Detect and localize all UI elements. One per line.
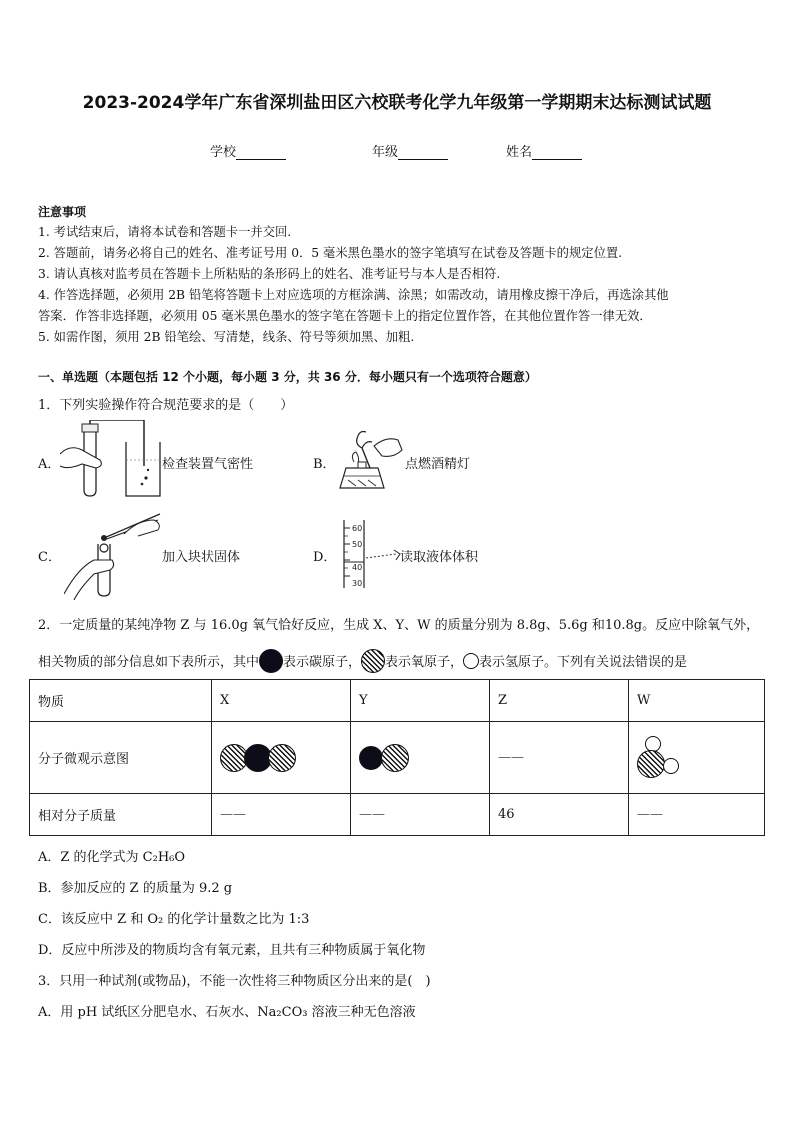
z-molecule-cell: —— [490, 722, 629, 794]
note-item: 1. 考试结束后，请将本试卷和答题卡一并交回. [38, 225, 292, 239]
option-a-letter: A． [38, 457, 61, 472]
carbon-atom-icon [259, 649, 283, 673]
solid-addition-image [64, 508, 164, 600]
option-d: D．反应中所涉及的物质均含有氧元素，且共有三种物质属于氧化物 [38, 943, 426, 958]
option-b-label: 点燃酒精灯 [405, 457, 471, 472]
table-row [30, 794, 765, 836]
hydrogen-atom-icon [463, 653, 479, 669]
school-field: 学校 [210, 141, 286, 160]
option-b-letter: B． [313, 457, 336, 472]
h2o-molecule-icon [637, 736, 681, 780]
note-item: 5. 如需作图，须用 2B 铅笔绘、写清楚，线条、符号等须加黑、加粗. [38, 330, 415, 344]
table-row [30, 722, 765, 794]
w-molecule-cell [629, 722, 765, 794]
option-a: A．用 pH 试纸区分肥皂水、石灰水、Na₂CO₃ 溶液三种无色溶液 [38, 1005, 416, 1020]
tick-label-30: 30 [352, 579, 363, 588]
option-c-letter: C． [38, 550, 61, 565]
tick-label-40: 40 [352, 563, 363, 572]
header-cell: Y [351, 680, 490, 722]
note-item: 3. 请认真核对监考员在答题卡上所粘贴的条形码上的姓名、准考证号与本人是否相符. [38, 267, 501, 281]
grade-field: 年级 [372, 141, 448, 160]
question-2-legend: 相关物质的部分信息如下表所示，其中 表示碳原子， 表示氧原子， 表示氢原子。下列有关说法错误的是 [38, 649, 687, 673]
option-c-label: 加入块状固体 [162, 550, 241, 565]
tick-label-60: 60 [352, 524, 363, 533]
notes-heading: 注意事项 [38, 205, 87, 219]
question-1-stem: 1．下列实验操作符合规范要求的是（ ） [38, 398, 294, 413]
row-label: 相对分子质量 [30, 794, 212, 836]
y-molecule-cell [351, 722, 490, 794]
co2-molecule-icon [220, 744, 300, 772]
tick-label-50: 50 [352, 540, 363, 549]
name-field: 姓名 [506, 141, 582, 160]
section-heading: 一、单选题（本题包括 12 个小题，每小题 3 分，共 36 分．每小题只有一个选项符合题意） [38, 370, 537, 384]
option-c: C．该反应中 Z 和 O₂ 的化学计量数之比为 1:3 [38, 912, 310, 927]
option-a-label: 检查装置气密性 [162, 457, 254, 472]
header-cell: 物质 [30, 680, 212, 722]
table-cell: —— [212, 794, 351, 836]
airtightness-apparatus-image [60, 420, 170, 500]
question-2-stem: 2．一定质量的某纯净物 Z 与 16.0g 氧气恰好反应，生成 X、Y、W 的质量分别为 8.8g、5.6g 和10.8g。反应中除氧气外， [38, 618, 760, 633]
alcohol-lamp-image [336, 428, 406, 494]
option-b: B．参加反应的 Z 的质量为 9.2 g [38, 881, 233, 896]
header-cell: W [629, 680, 765, 722]
header-cell: Z [490, 680, 629, 722]
table-cell: 46 [490, 794, 629, 836]
oxygen-atom-icon [361, 649, 385, 673]
note-item: 2. 答题前，请务必将自己的姓名、准考证号用 0．5 毫米黑色墨水的签字笔填写在试卷及答题卡的规定位置. [38, 246, 623, 260]
note-item: 4. 作答选择题，必须用 2B 铅笔将答题卡上对应选项的方框涂满、涂黑；如需改动，请用橡皮擦干净后，再选涂其他 [38, 288, 669, 302]
page-title: 2023-2024学年广东省深圳盐田区六校联考化学九年级第一学期期末达标测试试题 [82, 93, 712, 113]
table-row [30, 680, 765, 722]
table-cell: —— [351, 794, 490, 836]
graduated-cylinder-image [340, 518, 402, 590]
header-cell: X [212, 680, 351, 722]
row-label: 分子微观示意图 [30, 722, 212, 794]
note-item: 答案．作答非选择题，必须用 05 毫米黑色墨水的签字笔在答题卡上的指定位置作答，在其他位置作答一律无效． [38, 309, 652, 323]
substance-table [29, 679, 765, 836]
co-molecule-icon [359, 744, 415, 772]
question-3-stem: 3．只用一种试剂(或物品)，不能一次性将三种物质区分出来的是( ) [38, 974, 431, 989]
option-a: A．Z 的化学式为 C₂H₆O [38, 850, 186, 865]
option-d-letter: D． [313, 550, 337, 565]
x-molecule-cell [212, 722, 351, 794]
option-d-label: 读取液体体积 [400, 550, 479, 565]
table-cell: —— [629, 794, 765, 836]
